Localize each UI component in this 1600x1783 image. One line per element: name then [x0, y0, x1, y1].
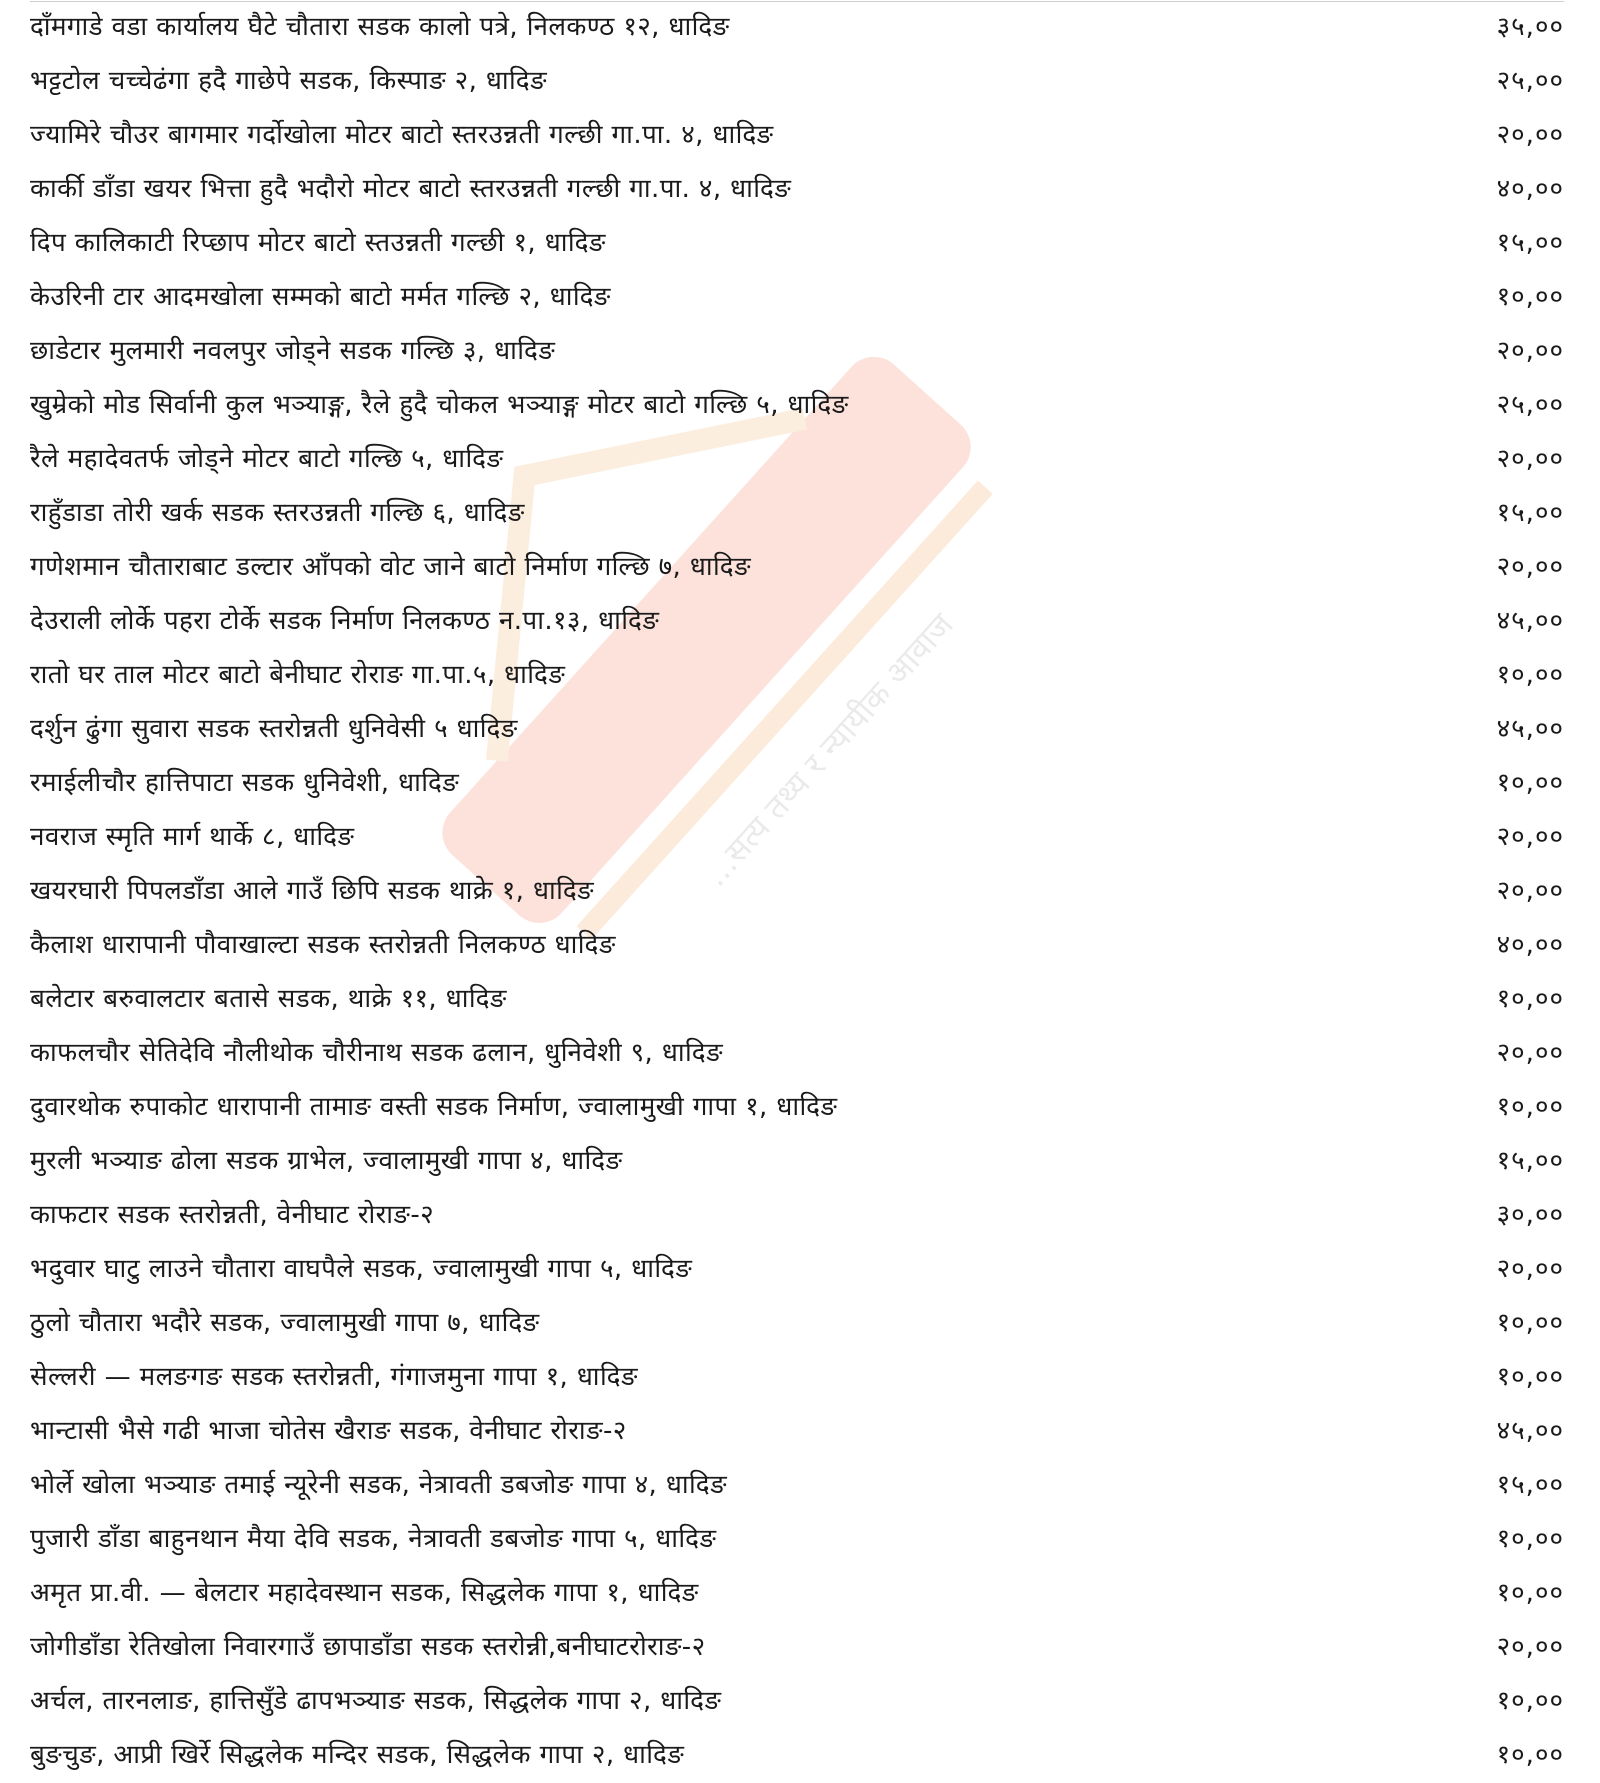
row-amount: २०,००	[1496, 822, 1564, 852]
table-row	[30, 1242, 1564, 1296]
table-row	[30, 918, 1564, 972]
row-amount: २५,००	[1496, 390, 1564, 420]
row-amount: ४०,००	[1496, 930, 1564, 960]
row-description: कैलाश धारापानी पौवाखाल्टा सडक स्तरोन्नती निलकण्ठ धादिङ	[30, 930, 616, 960]
table-row	[30, 54, 1564, 108]
row-description: दुवारथोक रुपाकोट धारापानी तामाङ वस्ती सडक निर्माण, ज्वालामुखी गापा १, धादिङ	[30, 1092, 838, 1122]
row-amount: १०,००	[1496, 1092, 1564, 1122]
row-description: खयरघारी पिपलडाँडा आले गाउँ छिपि सडक थाक्रे १, धादिङ	[30, 876, 595, 906]
row-amount: २०,००	[1496, 876, 1564, 906]
row-description: जोगीडाँडा रेतिखोला निवारगाउँ छापाडाँडा सडक स्तरोन्नी,बनीघाटरोराङ-२	[30, 1632, 706, 1662]
table-row	[30, 0, 1564, 54]
row-amount: २०,००	[1496, 444, 1564, 474]
row-amount: २०,००	[1496, 1632, 1564, 1662]
row-amount: १०,००	[1496, 1740, 1564, 1770]
row-description: नवराज स्मृति मार्ग थार्के ८, धादिङ	[30, 822, 355, 852]
row-description: मुरली भञ्याङ ढोला सडक ग्राभेल, ज्वालामुखी गापा ४, धादिङ	[30, 1146, 623, 1176]
row-description: दाँमगाडे वडा कार्यालय घैटे चौतारा सडक कालो पत्रे, निलकण्ठ १२, धादिङ	[30, 12, 730, 42]
row-description: ज्यामिरे चौउर बागमार गर्दोखोला मोटर बाटो स्तरउन्नती गल्छी गा.पा. ४, धादिङ	[30, 120, 774, 150]
row-amount: ३०,००	[1496, 1200, 1564, 1230]
row-description: बुङचुङ, आप्री खिर्रे सिद्धलेक मन्दिर सडक, सिद्धलेक गापा २, धादिङ	[30, 1740, 685, 1770]
row-description: खुम्रेको मोड सिर्वानी कुल भञ्याङ्ग, रैले हुदै चोकल भञ्याङ्ग मोटर बाटो गल्छि ५, धादिङ	[30, 390, 849, 420]
table-row	[30, 162, 1564, 216]
row-description: सेल्लरी — मलङगङ सडक स्तरोन्नती, गंगाजमुना गापा १, धादिङ	[30, 1362, 638, 1392]
row-amount: २०,००	[1496, 336, 1564, 366]
row-amount: २०,००	[1496, 1254, 1564, 1284]
table-row	[30, 1620, 1564, 1674]
row-amount: १०,००	[1496, 1578, 1564, 1608]
row-description: पुजारी डाँडा बाहुनथान मैया देवि सडक, नेत्रावती डबजोङ गापा ५, धादिङ	[30, 1524, 717, 1554]
row-amount: ४५,००	[1496, 714, 1564, 744]
row-description: भान्टासी भैसे गढी भाजा चोतेस खैराङ सडक, वेनीघाट रोराङ-२	[30, 1416, 627, 1446]
table-row	[30, 1404, 1564, 1458]
row-amount: ४५,००	[1496, 1416, 1564, 1446]
table-row	[30, 1188, 1564, 1242]
table-row	[30, 324, 1564, 378]
table-row	[30, 594, 1564, 648]
row-amount: २०,००	[1496, 1038, 1564, 1068]
row-description: देउराली लोर्के पहरा टोर्के सडक निर्माण निलकण्ठ न.पा.१३, धादिङ	[30, 606, 660, 636]
row-description: गणेशमान चौताराबाट डल्टार आँपको वोट जाने बाटो निर्माण गल्छि ७, धादिङ	[30, 552, 751, 582]
row-amount: १०,००	[1496, 1362, 1564, 1392]
row-amount: २०,००	[1496, 552, 1564, 582]
row-amount: १०,००	[1496, 660, 1564, 690]
row-amount: ४०,००	[1496, 174, 1564, 204]
row-amount: १५,००	[1496, 228, 1564, 258]
row-amount: २०,००	[1496, 120, 1564, 150]
table-row	[30, 486, 1564, 540]
table-row	[30, 1674, 1564, 1728]
table-row	[30, 270, 1564, 324]
row-description: केउरिनी टार आदमखोला सम्मको बाटो मर्मत गल्छि २, धादिङ	[30, 282, 611, 312]
row-description: दिप कालिकाटी रिप्छाप मोटर बाटो स्तउन्नती गल्छी १, धादिङ	[30, 228, 606, 258]
row-amount: १०,००	[1496, 984, 1564, 1014]
table-row	[30, 1512, 1564, 1566]
table-row	[30, 540, 1564, 594]
row-description: रातो घर ताल मोटर बाटो बेनीघाट रोराङ गा.पा.५, धादिङ	[30, 660, 566, 690]
table-row	[30, 1728, 1564, 1782]
table-row	[30, 972, 1564, 1026]
table-row	[30, 864, 1564, 918]
table-row	[30, 756, 1564, 810]
row-amount: १५,००	[1496, 1470, 1564, 1500]
row-amount: १०,००	[1496, 1308, 1564, 1338]
row-description: रमाईलीचौर हात्तिपाटा सडक धुनिवेशी, धादिङ	[30, 768, 460, 798]
row-description: काफलचौर सेतिदेवि नौलीथोक चौरीनाथ सडक ढलान, धुनिवेशी ९, धादिङ	[30, 1038, 723, 1068]
row-amount: १५,००	[1496, 1146, 1564, 1176]
road-budget-list	[30, 0, 1564, 1783]
table-row	[30, 810, 1564, 864]
row-description: ठुलो चौतारा भदौरे सडक, ज्वालामुखी गापा ७, धादिङ	[30, 1308, 540, 1338]
table-row	[30, 1350, 1564, 1404]
row-description: छाडेटार मुलमारी नवलपुर जोड्ने सडक गल्छि ३, धादिङ	[30, 336, 556, 366]
table-row	[30, 1026, 1564, 1080]
row-description: भदुवार घाटु लाउने चौतारा वाघपैले सडक, ज्वालामुखी गापा ५, धादिङ	[30, 1254, 693, 1284]
table-row	[30, 648, 1564, 702]
row-description: रैले महादेवतर्फ जोड्ने मोटर बाटो गल्छि ५, धादिङ	[30, 444, 504, 474]
row-description: दर्शुन ढुंगा सुवारा सडक स्तरोन्नती धुनिवेसी ५ धादिङ	[30, 714, 518, 744]
row-amount: १०,००	[1496, 1686, 1564, 1716]
row-description: काफटार सडक स्तरोन्नती, वेनीघाट रोराङ-२	[30, 1200, 435, 1230]
table-row	[30, 1296, 1564, 1350]
row-amount: १५,००	[1496, 498, 1564, 528]
row-description: अर्चल, तारनलाङ, हात्तिसुँडे ढापभञ्याङ सडक, सिद्धलेक गापा २, धादिङ	[30, 1686, 722, 1716]
row-description: कार्की डाँडा खयर भित्ता हुदै भदौरो मोटर बाटो स्तरउन्नती गल्छी गा.पा. ४, धादिङ	[30, 174, 792, 204]
watermark-tagline: ...सत्य तथ्य र न्यायीक आवाज	[696, 605, 961, 894]
table-row	[30, 1134, 1564, 1188]
row-description: भट्टटोल चच्चेढंगा हदै गाछेपे सडक, किस्पाङ २, धादिङ	[30, 66, 547, 96]
row-amount: १०,००	[1496, 282, 1564, 312]
table-row	[30, 702, 1564, 756]
table-row	[30, 432, 1564, 486]
row-amount: २५,००	[1496, 66, 1564, 96]
row-description: अमृत प्रा.वी. — बेलटार महादेवस्थान सडक, सिद्धलेक गापा १, धादिङ	[30, 1578, 699, 1608]
row-description: बलेटार बरुवालटार बतासे सडक, थाक्रे ११, धादिङ	[30, 984, 507, 1014]
row-description: राहुँडाडा तोरी खर्क सडक स्तरउन्नती गल्छि ६, धादिङ	[30, 498, 525, 528]
table-row	[30, 1458, 1564, 1512]
row-amount: १०,००	[1496, 768, 1564, 798]
row-amount: ४५,००	[1496, 606, 1564, 636]
row-description: भोर्ले खोला भञ्याङ तमाई न्यूरेनी सडक, नेत्रावती डबजोङ गापा ४, धादिङ	[30, 1470, 727, 1500]
table-row	[30, 1080, 1564, 1134]
table-row	[30, 108, 1564, 162]
row-amount: १०,००	[1496, 1524, 1564, 1554]
row-amount: ३५,००	[1496, 12, 1564, 42]
table-row	[30, 1566, 1564, 1620]
table-row	[30, 216, 1564, 270]
table-row	[30, 378, 1564, 432]
